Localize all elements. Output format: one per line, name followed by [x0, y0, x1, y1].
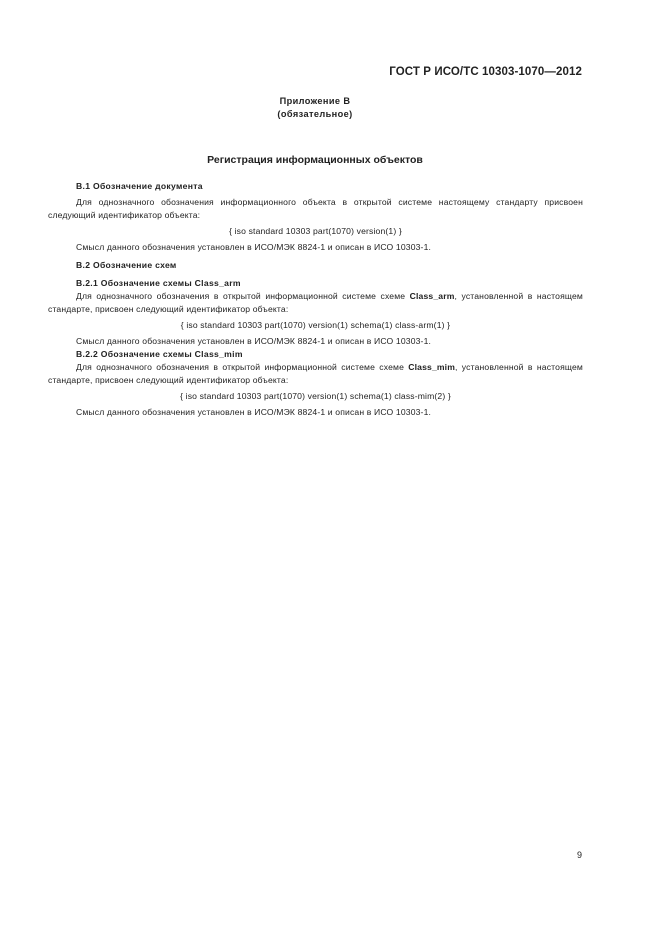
section-b21-identifier: { iso standard 10303 part(1070) version(1) schema(1) class-arm(1) } — [180, 320, 451, 330]
section-b21-heading: В.2.1 Обозначение схемы Class_arm — [76, 278, 241, 288]
section-b21-paragraph — [48, 290, 583, 316]
section-b1-identifier: { iso standard 10303 part(1070) version(1) } — [229, 226, 402, 236]
section-b1-paragraph: Для однозначного обозначения информационного объекта в открытой системе настоящему стандарту присвоен следующий идентификатор объекта: — [48, 197, 583, 220]
section-b2-heading: В.2 Обозначение схем — [76, 260, 177, 270]
section-b21-schema-name: Class_arm — [409, 291, 455, 301]
section-b22-paragraph — [48, 361, 583, 387]
section-b22-para-after: , установленной в настоящем стандарте, присвоен следующий идентификатор объекта: — [48, 362, 583, 385]
annex-title: Приложение В — [279, 96, 351, 106]
section-b21-para-before: Для однозначного обозначения в открытой информационной системе схеме — [76, 291, 410, 301]
section-b22-identifier: { iso standard 10303 part(1070) version(1) schema(1) class-mim(2) } — [180, 391, 451, 401]
page-number: 9 — [576, 850, 582, 860]
section-b22-para-before: Для однозначного обозначения в открытой информационной системе схеме — [76, 362, 409, 372]
document-code: ГОСТ Р ИСО/ТС 10303-1070—2012 — [389, 66, 582, 78]
section-b1-note: Смысл данного обозначения установлен в ИСО/МЭК 8824-1 и описан в ИСО 10303-1. — [76, 242, 432, 252]
annex-status: (обязательное) — [277, 109, 353, 119]
section-b22-heading: В.2.2 Обозначение схемы Class_mim — [76, 349, 243, 359]
section-b21-note: Смысл данного обозначения установлен в ИСО/МЭК 8824-1 и описан в ИСО 10303-1. — [76, 336, 432, 346]
section-b1-heading: В.1 Обозначение документа — [76, 181, 203, 191]
section-b21-para-after: , установленной в настоящем стандарте, присвоен следующий идентификатор объекта: — [48, 291, 583, 314]
annex-heading — [0, 95, 630, 121]
section-b22-note: Смысл данного обозначения установлен в ИСО/МЭК 8824-1 и описан в ИСО 10303-1. — [76, 407, 432, 417]
section-b22-schema-name: Class_mim — [408, 362, 455, 372]
document-body — [48, 180, 583, 419]
main-title: Регистрация информационных объектов — [207, 154, 423, 166]
